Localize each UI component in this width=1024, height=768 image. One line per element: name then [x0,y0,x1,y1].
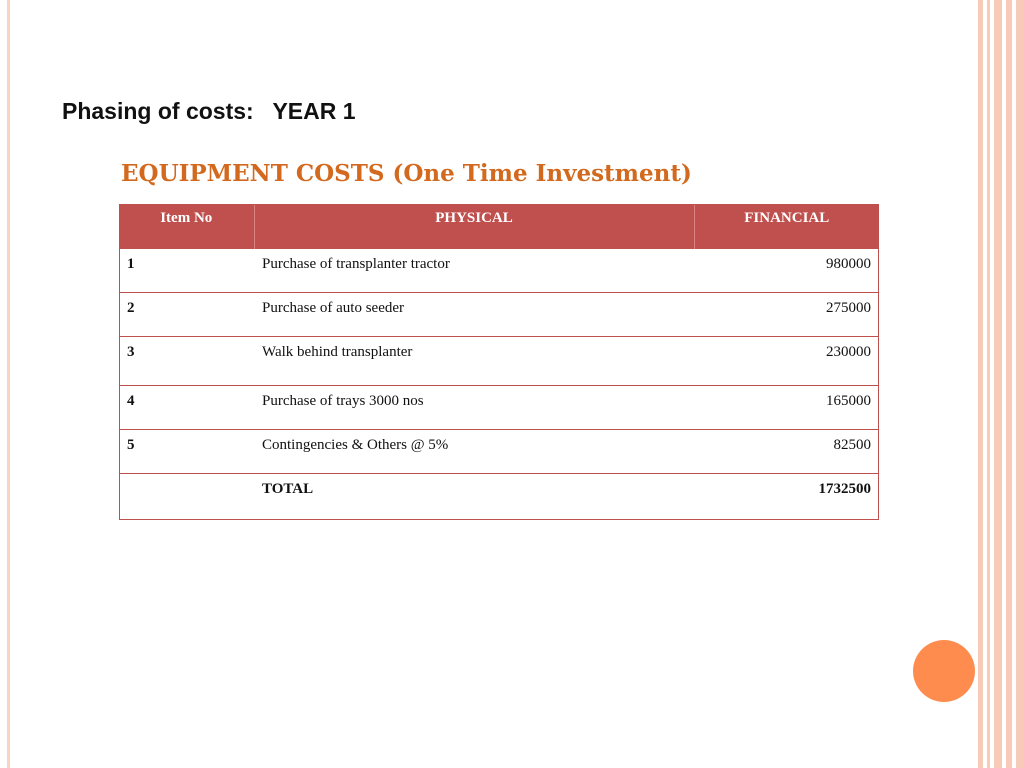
header-physical: PHYSICAL [254,204,694,248]
table-row [119,429,879,473]
section-title: EQUIPMENT COSTS (One Time Investment) [121,160,692,187]
header-financial: FINANCIAL [694,204,879,248]
financial-cell: 82500 [694,429,879,473]
item-no-cell: 3 [119,336,254,385]
table-row [119,292,879,336]
total-value-cell: 1732500 [694,473,879,519]
right-decorative-stripes [976,0,1024,768]
financial-cell: 230000 [694,336,879,385]
item-no-cell [119,473,254,519]
header-item-no: Item No [119,204,254,248]
total-label-cell: TOTAL [254,473,694,519]
item-no-cell: 1 [119,248,254,292]
table-header-row [119,204,879,248]
physical-cell: Purchase of auto seeder [254,292,694,336]
left-border-strip [7,0,10,768]
financial-cell: 165000 [694,385,879,429]
physical-cell: Purchase of transplanter tractor [254,248,694,292]
item-no-cell: 4 [119,385,254,429]
table-total-row [119,473,879,519]
physical-cell: Contingencies & Others @ 5% [254,429,694,473]
equipment-costs-table [119,204,879,520]
item-no-cell: 2 [119,292,254,336]
financial-cell: 275000 [694,292,879,336]
financial-cell: 980000 [694,248,879,292]
physical-cell: Purchase of trays 3000 nos [254,385,694,429]
item-no-cell: 5 [119,429,254,473]
page-title: Phasing of costs: YEAR 1 [62,98,356,124]
decorative-circle [913,640,975,702]
table-row [119,248,879,292]
physical-cell: Walk behind transplanter [254,336,694,385]
table-row [119,385,879,429]
table-row [119,336,879,385]
